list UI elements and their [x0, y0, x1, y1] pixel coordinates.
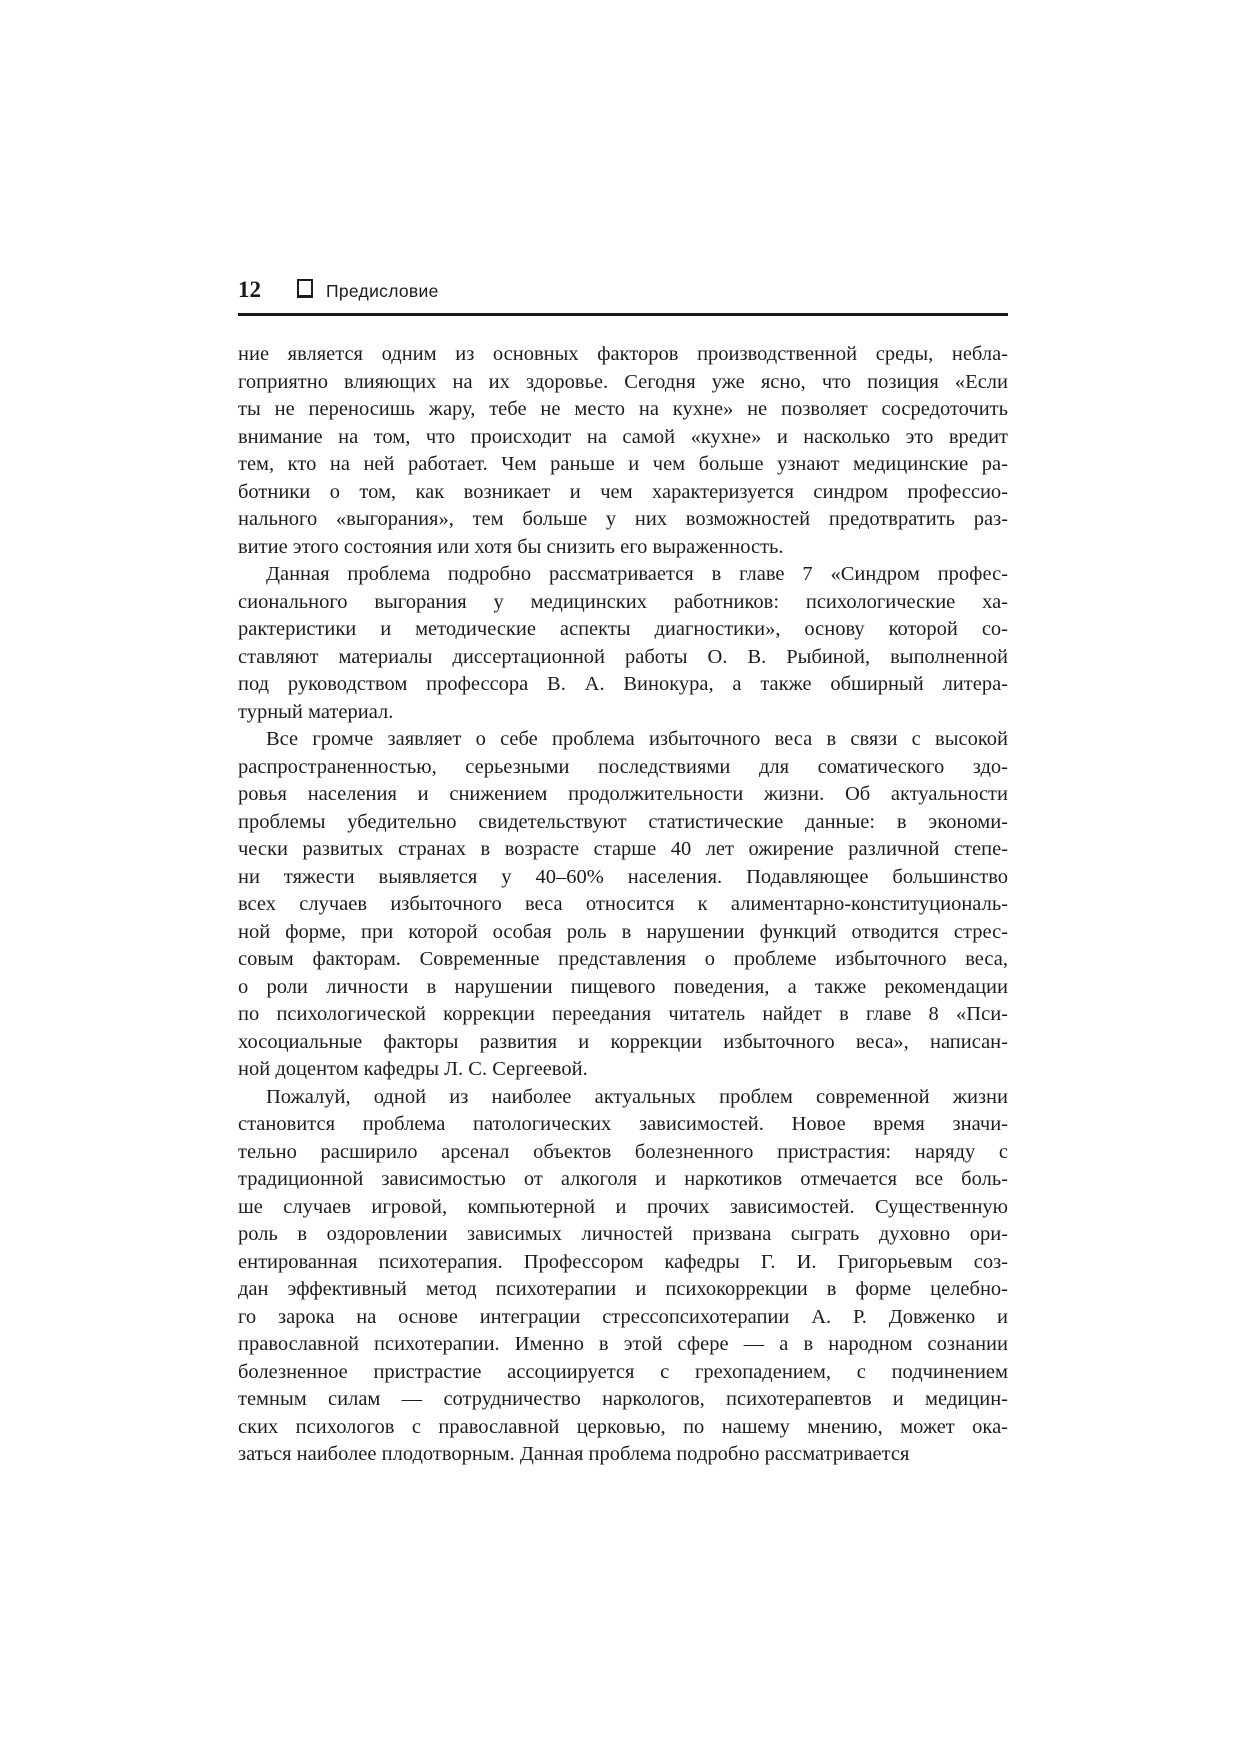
text-line: ставляют материалы диссертационной работы О. В. Рыбиной, выполненной	[238, 645, 1008, 668]
page-body	[238, 341, 1008, 1469]
text-line: гоприятно влияющих на их здоровье. Сегодня уже ясно, что позиция «Если	[238, 370, 1008, 393]
text-line: внимание на том, что происходит на самой «кухне» и насколько это вредит	[238, 425, 1008, 448]
text-line: болезненное пристрастие ассоциируется с грехопадением, с подчинением	[238, 1360, 1008, 1383]
text-line: ровья населения и снижением продолжительности жизни. Об актуальности	[238, 783, 1008, 805]
text-line: рактеристики и методические аспекты диагностики», основу которой со-	[238, 618, 1008, 640]
paragraph	[238, 726, 1008, 1084]
text-line: ентированная психотерапия. Профессором кафедры Г. И. Григорьевым соз-	[238, 1250, 1008, 1273]
text-line: нального «выгорания», тем больше у них возможностей предотвратить раз-	[238, 508, 1008, 530]
text-line: всех случаев избыточного веса относится к алиментарно-конституциональ-	[238, 893, 1008, 915]
text-line: совым факторам. Современные представления о проблеме избыточного веса,	[238, 948, 1008, 970]
text-line: го зарока на основе интеграции стрессопсихотерапии А. Р. Довженко и	[238, 1305, 1008, 1328]
page-number: 12	[238, 277, 261, 302]
text-line: заться наиболее плодотворным. Данная проблема подробно рассматривается	[238, 1443, 910, 1465]
text-line: проблемы убедительно свидетельствуют статистические данные: в экономи-	[238, 810, 1008, 833]
text-line: роль в оздоровлении зависимых личностей призвана сыграть духовно ори-	[238, 1223, 1008, 1245]
paragraph	[238, 561, 1008, 726]
text-line: чески развитых странах в возрасте старше 40 лет ожирение различной степе-	[238, 838, 1008, 860]
text-line: ни тяжести выявляется у 40–60% населения. Подавляющее большинство	[238, 865, 1008, 888]
text-line: тем, кто на ней работает. Чем раньше и чем больше узнают медицинские ра-	[238, 453, 1008, 475]
text-line: становится проблема патологических зависимостей. Новое время значи-	[238, 1113, 1008, 1135]
header-rule	[238, 313, 1008, 316]
text-line: под руководством профессора В. А. Винокура, а также обширный литера-	[238, 673, 1008, 695]
text-line: распространенностью, серьезными последствиями для соматического здо-	[238, 755, 1008, 778]
text-line: ботники о том, как возникает и чем характеризуется синдром профессио-	[238, 480, 1008, 503]
text-line: Пожалуй, одной из наиболее актуальных проблем современной жизни	[266, 1085, 1008, 1108]
text-line: ной доцентом кафедры Л. С. Сергеевой.	[238, 1058, 588, 1080]
text-line: ной форме, при которой особая роль в нарушении функций отводится стрес-	[238, 920, 1008, 943]
text-line: сионального выгорания у медицинских работников: психологические ха-	[238, 590, 1008, 613]
text-line: Все громче заявляет о себе проблема избыточного веса в связи с высокой	[266, 728, 1008, 750]
text-line: по психологической коррекции переедания читатель найдет в главе 8 «Пси-	[238, 1003, 1008, 1025]
text-line: ских психологов с православной церковью, по нашему мнению, может ока-	[238, 1415, 1008, 1438]
paragraph	[238, 341, 1008, 561]
text-line: Данная проблема подробно рассматривается в главе 7 «Синдром профес-	[266, 563, 1008, 585]
text-line: витие этого состояния или хотя бы снизить его выраженность.	[238, 535, 784, 558]
text-line: о роли личности в нарушении пищевого поведения, а также рекомендации	[238, 975, 1008, 998]
text-line: темным силам — сотрудничество наркологов, психотерапевтов и медицин-	[238, 1388, 1008, 1410]
running-header	[238, 277, 1008, 302]
text-line: ние является одним из основных факторов производственной среды, небла-	[238, 343, 1008, 365]
paragraph	[238, 1084, 1008, 1469]
page-content	[238, 277, 1008, 1469]
text-line: ты не переносишь жару, тебе не место на кухне» не позволяет сосредоточить	[238, 398, 1008, 420]
text-line: традиционной зависимостью от алкоголя и наркотиков отмечается все боль-	[238, 1168, 1008, 1190]
text-line: ше случаев игровой, компьютерной и прочих зависимостей. Существенную	[238, 1195, 1008, 1218]
text-line: православной психотерапии. Именно в этой сфере — а в народном сознании	[238, 1333, 1008, 1355]
text-line: хосоциальные факторы развития и коррекции избыточного веса», написан-	[238, 1030, 1008, 1053]
running-header-title: Предисловие	[326, 281, 439, 301]
text-line: турный материал.	[238, 700, 394, 723]
square-bullet-icon	[297, 279, 313, 298]
text-line: тельно расширило арсенал объектов болезненного пристрастия: наряду с	[238, 1140, 1008, 1163]
text-line: дан эффективный метод психотерапии и психокоррекции в форме целебно-	[238, 1278, 1008, 1300]
